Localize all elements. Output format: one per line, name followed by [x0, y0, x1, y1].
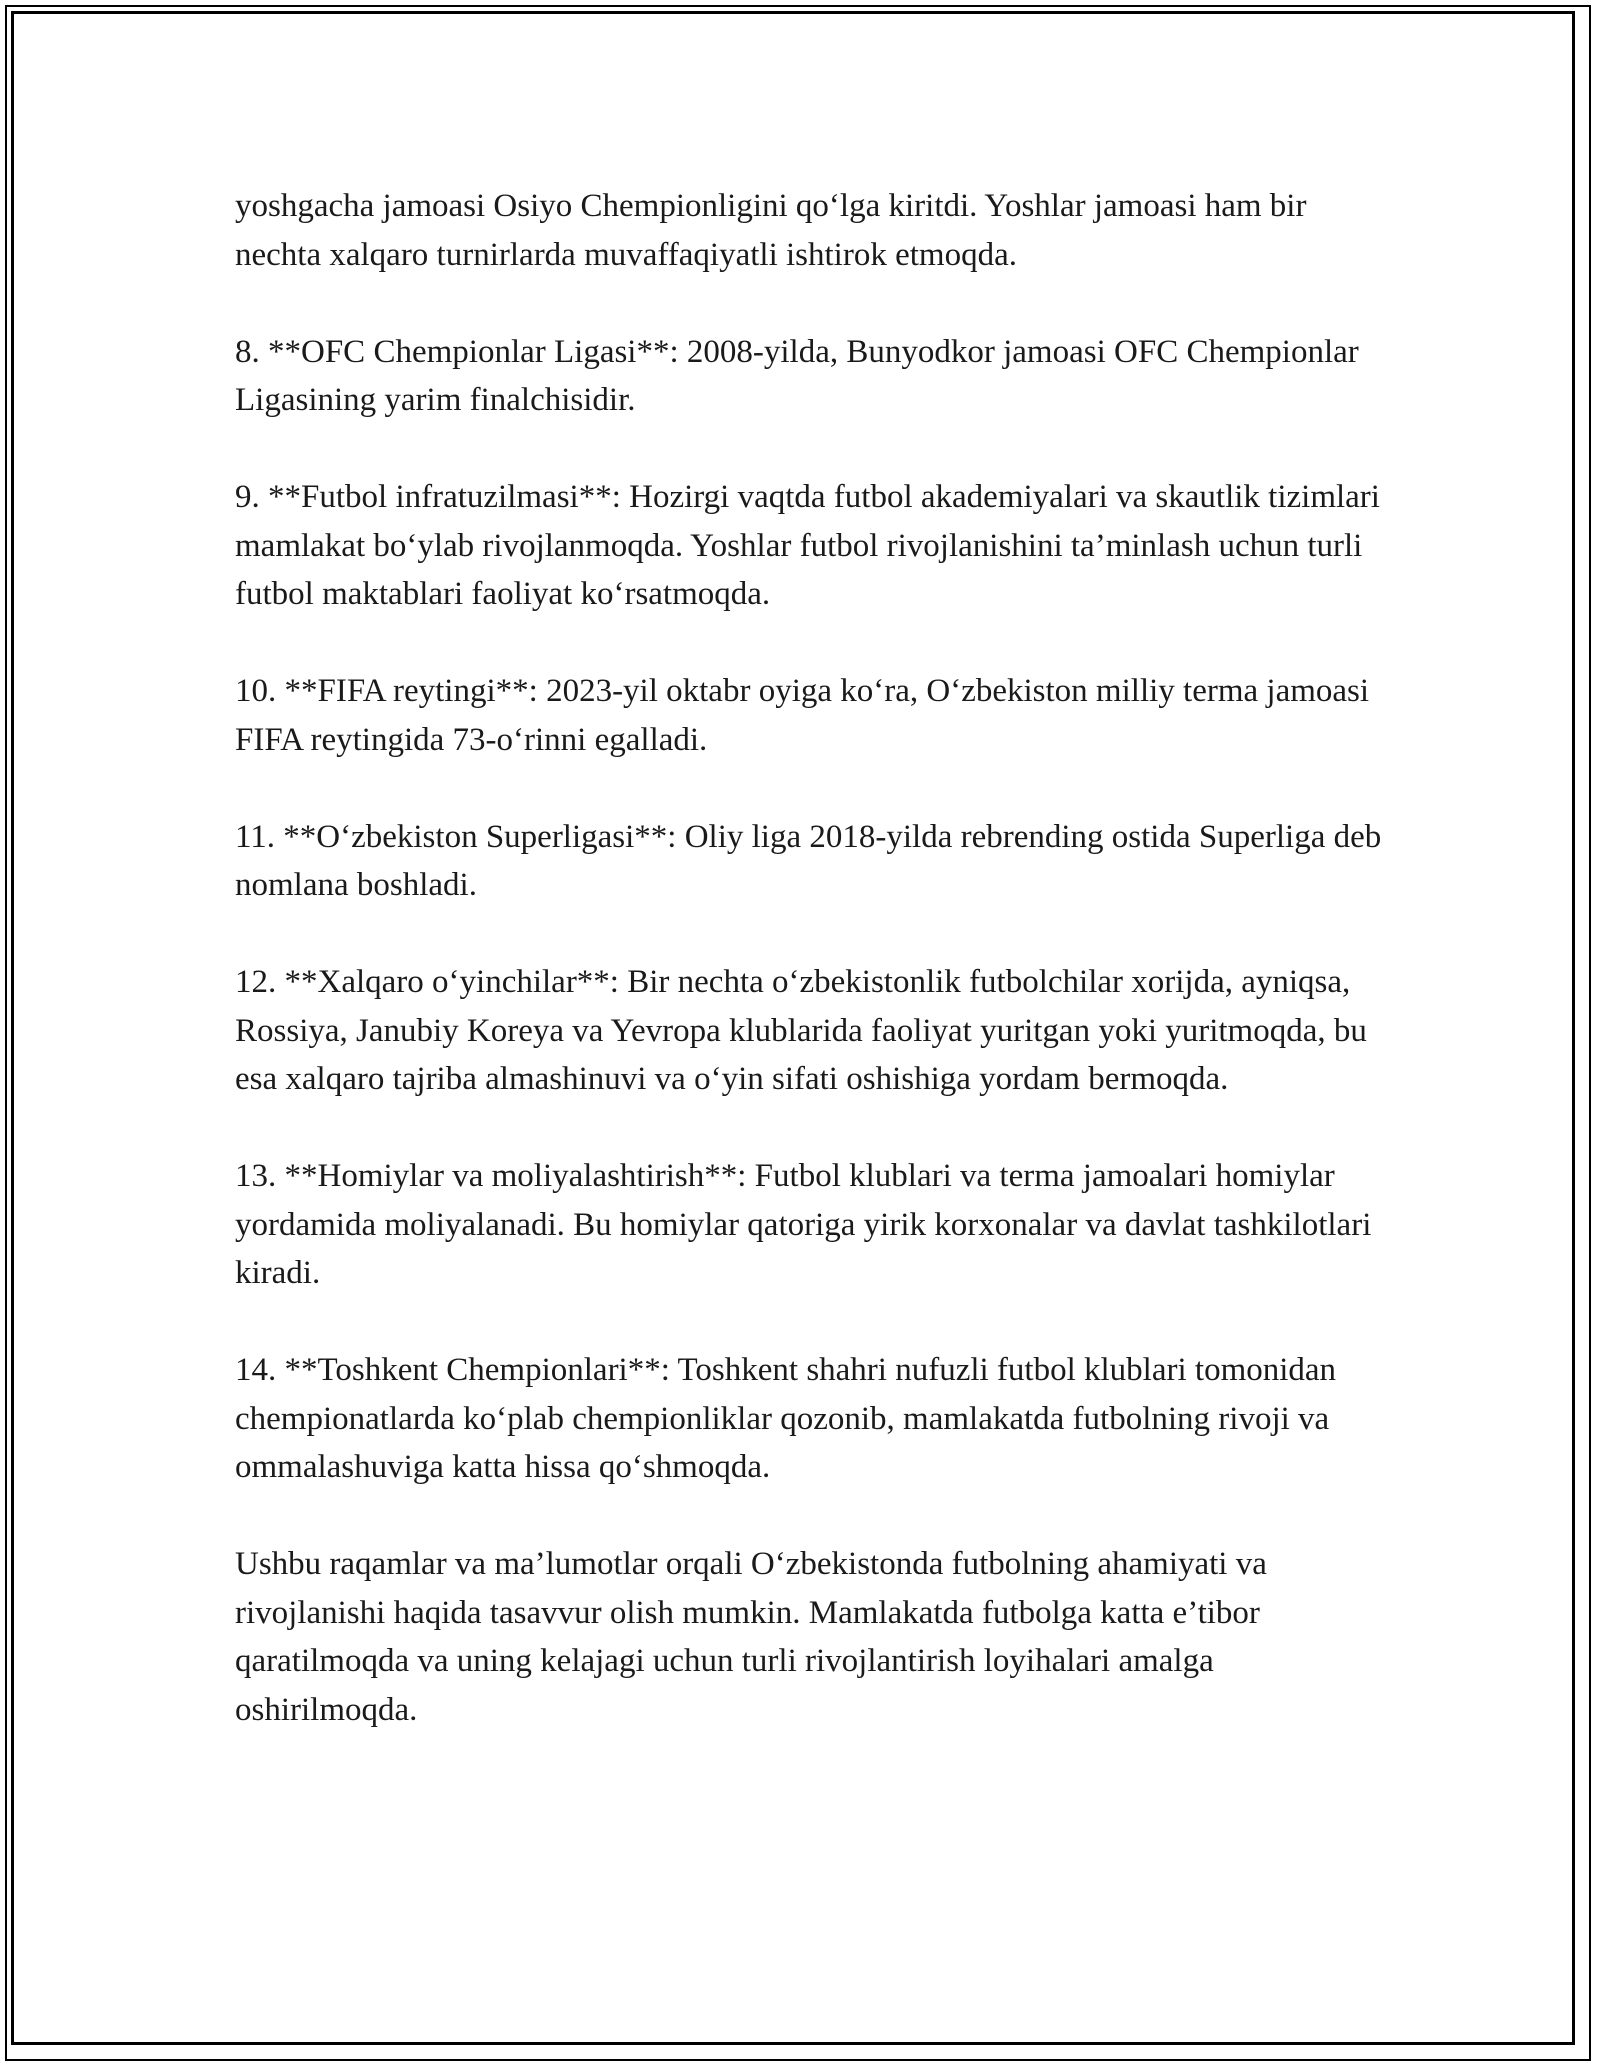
paragraph-item-8: 8. **OFC Chempionlar Ligasi**: 2008-yilda, Bunyodkor jamoasi OFC Chempionlar Ligasining yarim finalchisidir.	[235, 333, 1359, 418]
paragraph-continuation: yoshgacha jamoasi Osiyo Chempionligini qo‘lga kiritdi. Yoshlar jamoasi ham bir nechta xalqaro turnirlarda muvaffaqiyatli ishtirok etmoqda.	[235, 188, 1307, 273]
paragraph-item-12: 12. **Xalqaro o‘yinchilar**: Bir nechta o‘zbekistonlik futbolchilar xorijda, ayniqsa, Rossiya, Janubiy Koreya va Yevropa klublarida faoliyat yuritgan yoki yuritmoqda, bu esa xalqaro tajriba almashinuvi va o‘yin sifati oshishiga yordam bermoqda.	[235, 964, 1367, 1097]
document-body	[235, 182, 1385, 1734]
paragraph-item-13: 13. **Homiylar va moliyalashtirish**: Futbol klublari va terma jamoalari homiylar yordamida moliyalanadi. Bu homiylar qatoriga yirik korxonalar va davlat tashkilotlari kiradi.	[235, 1158, 1372, 1291]
paragraph-item-9: 9. **Futbol infratuzilmasi**: Hozirgi vaqtda futbol akademiyalari va skautlik tizimlari mamlakat bo‘ylab rivojlanmoqda. Yoshlar futbol rivojlanishini ta’minlash uchun turli futbol maktablari faoliyat ko‘rsatmoqda.	[235, 479, 1380, 612]
paragraph-item-10: 10. **FIFA reytingi**: 2023-yil oktabr oyiga ko‘ra, O‘zbekiston milliy terma jamoasi FIFA reytingida 73-o‘rinni egalladi.	[235, 673, 1370, 758]
paragraph-item-11: 11. **O‘zbekiston Superligasi**: Oliy liga 2018-yilda rebrending ostida Superliga deb nomlana boshladi.	[235, 818, 1382, 903]
paragraph-item-14: 14. **Toshkent Chempionlari**: Toshkent shahri nufuzli futbol klublari tomonidan chempionatlarda ko‘plab chempionliklar qozonib, mamlakatda futbolning rivoji va ommalashuviga katta hissa qo‘shmoqda.	[235, 1352, 1337, 1485]
paragraph-conclusion: Ushbu raqamlar va ma’lumotlar orqali O‘zbekistonda futbolning ahamiyati va rivojlanishi haqida tasavvur olish mumkin. Mamlakatda futbolga katta e’tibor qaratilmoqda va uning kelajagi uchun turli rivojlantirish loyihalari amalga oshirilmoqda.	[235, 1546, 1267, 1728]
